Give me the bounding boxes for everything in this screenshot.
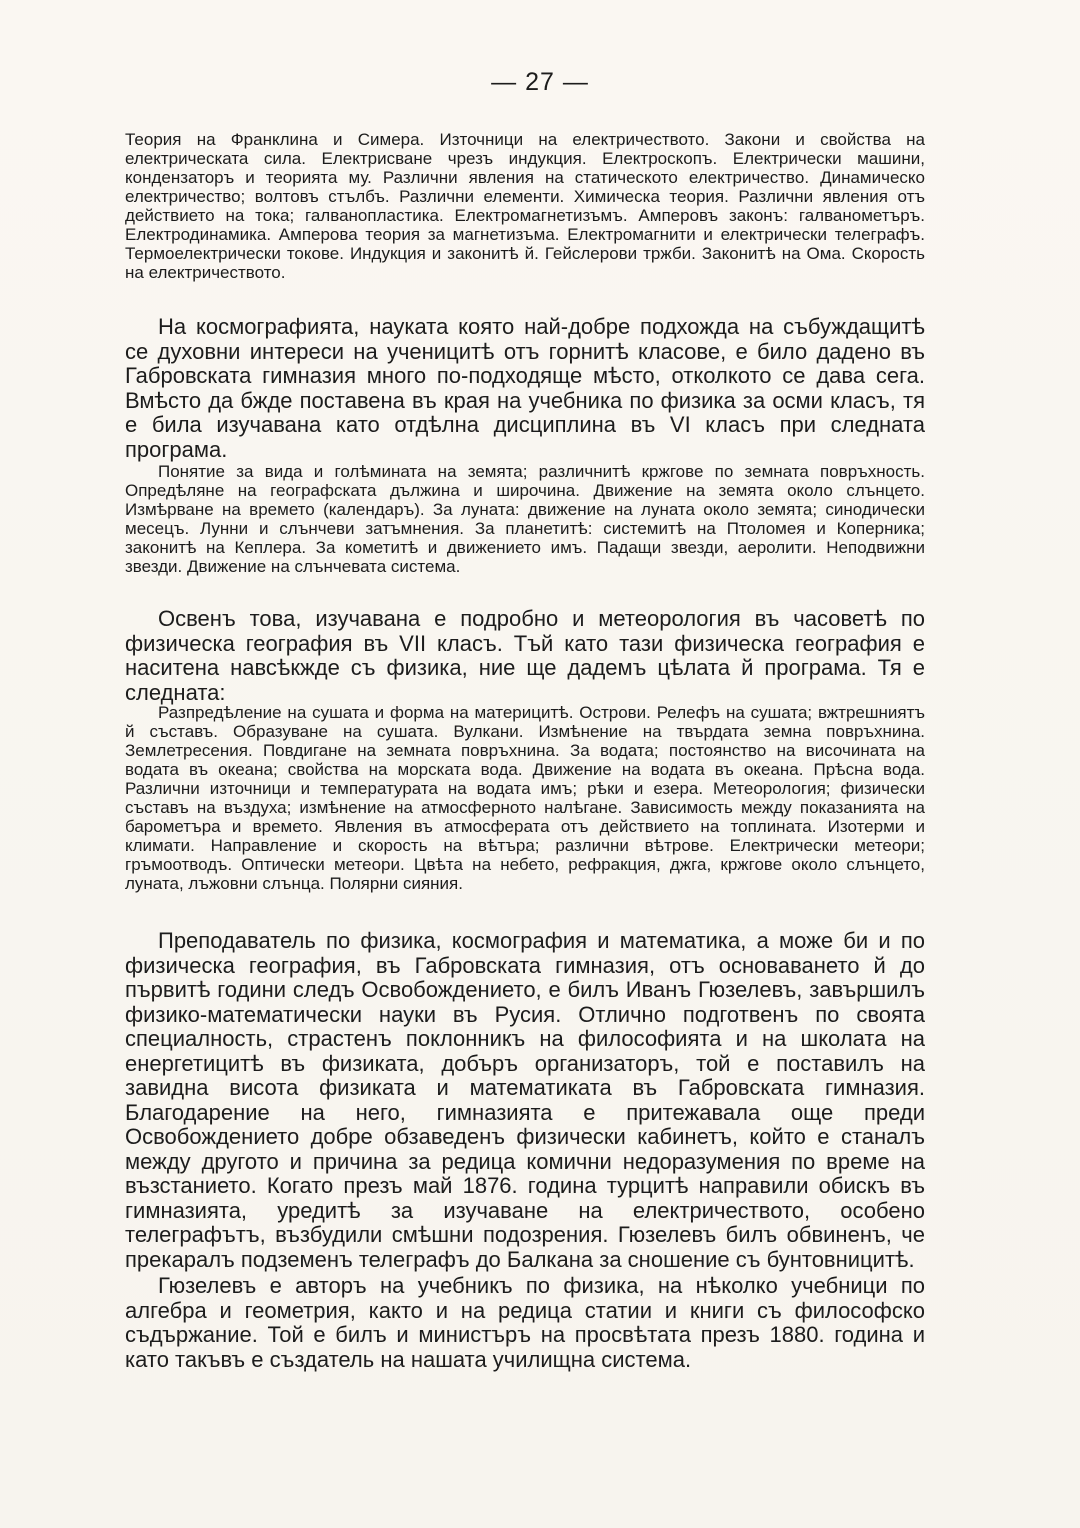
guzelev-author-paragraph: Гюзелевъ е авторъ на учебникъ по физика, на нѣколко учебници по алгебра и геометрия, както и на редица статии и книги съ философско съдържание. Той е билъ и министъръ на просвѣтата презъ 1880. година и като такъвъ е създатель на нашата училищна система.	[125, 1273, 925, 1372]
guzelev-teacher-paragraph: Преподаватель по физика, космография и математика, а може би и по физическа география, въ Габровската гимназия, отъ основаването й до първитѣ години следъ Освобождението, е билъ Иванъ Гюзелевъ, завършилъ физико-математически науки въ Русия. Отлично подготвенъ по своята специалность, страстенъ поклонникъ на философията и на школата на енергетицитѣ въ физиката, добъръ организаторъ, той е поставилъ на завидна висота физиката и математиката въ Габровската гимназия. Благодарение на него, гимназията е притежавала още преди Освобождението добре обзаведенъ физически кабинетъ, който е станалъ между другото и причина за редица комични недоразумения по време на възстанието. Когато презъ май 1876. година турцитѣ направили обискъ въ гимназията, уредитѣ за изучаване на електричеството, особено телеграфътъ, възбудили смѣшни подозрения. Гюзелевъ билъ обвиненъ, че прекаралъ подземенъ телеграфъ до Балкана за сношение съ бунтовницитѣ.	[125, 928, 925, 1272]
electricity-program-paragraph: Теория на Франклина и Симера. Източници на електричеството. Закони и свойства на електрическата сила. Електрисване чрезъ индукция. Електроскопъ. Електрически машини, кондензаторъ и теорията му. Различни явления на статическото електричество. Динамическо електричество; волтовъ стълбъ. Различни елементи. Химическа теория. Различни явления отъ действието на тока; галванопластика. Електромагнетизъмъ. Амперовъ законъ: галванометъръ. Електродинамика. Амперова теория за магнетизъма. Електромагнити и електрически телеграфъ. Термоелектрически токове. Индукция и законитѣ й. Гейслерови тржби. Законитѣ на Ома. Скорость на електричеството.	[125, 130, 925, 282]
cosmography-program-paragraph: Понятие за вида и голѣмината на земята; различнитѣ кржгове по земната повръхность. Опредѣляне на географската дължина и широчина. Движение на земята около слънцето. Измѣрване на времето (календаръ). За луната: движение на луната около земята; синодически месецъ. Лунни и слънчеви затъмнения. За планетитѣ: системитѣ на Птоломея и Коперника; законитѣ на Кеплера. За кометитѣ и движението имъ. Падащи звезди, аеролити. Неподвижни звезди. Движение на слънчевата система.	[125, 462, 925, 576]
cosmography-intro-paragraph: На космографията, науката която най-добре подхожда на събуждащитѣ се духовни интереси на ученицитѣ отъ горнитѣ класове, е било дадено въ Габровската гимназия много по-подходяще мѣсто, отколкото се дава сега. Вмѣсто да бжде поставена въ края на учебника по физика за осми класъ, тя е била изучавана като отдѣлна дисциплина въ VI класъ при следната програма.	[125, 314, 925, 462]
page-number: — 27 —	[491, 68, 589, 96]
geography-intro-paragraph: Освенъ това, изучавана е подробно и метеорология въ часоветѣ по физическа география въ VII класъ. Тъй като тази физическа география е наситена навсѣкжде съ физика, ние ще дадемъ цѣлата й програма. Тя е следната:	[125, 606, 925, 705]
geography-program-paragraph: Разпредѣление на сушата и форма на материцитѣ. Острови. Релефъ на сушата; вжтрешниятъ й съставъ. Образуване на сушата. Вулкани. Измѣнение на твърдата земна повръхнина. Землетресения. Повдигане на земната повръхнина. За водата; постоянство на височината на водата въ океана; свойства на морската вода. Движение на водата въ океана. Прѣсна вода. Различни източници и температурата на водата имъ; рѣки и езера. Метеорология; физически съставъ на въздуха; измѣнение на атмосферното налѣгане. Зависимость между показанията на барометъра и времето. Явления въ атмосферата отъ действието на топлината. Изотерми и климати. Направление и скорость на вѣтъра; различни вѣтрове. Електрически метеори; гръмоотводъ. Оптически метеори. Цвѣта на небето, рефракция, джга, кржгове около слънцето, луната, лъжовни слънца. Полярни сияния.	[125, 703, 925, 893]
